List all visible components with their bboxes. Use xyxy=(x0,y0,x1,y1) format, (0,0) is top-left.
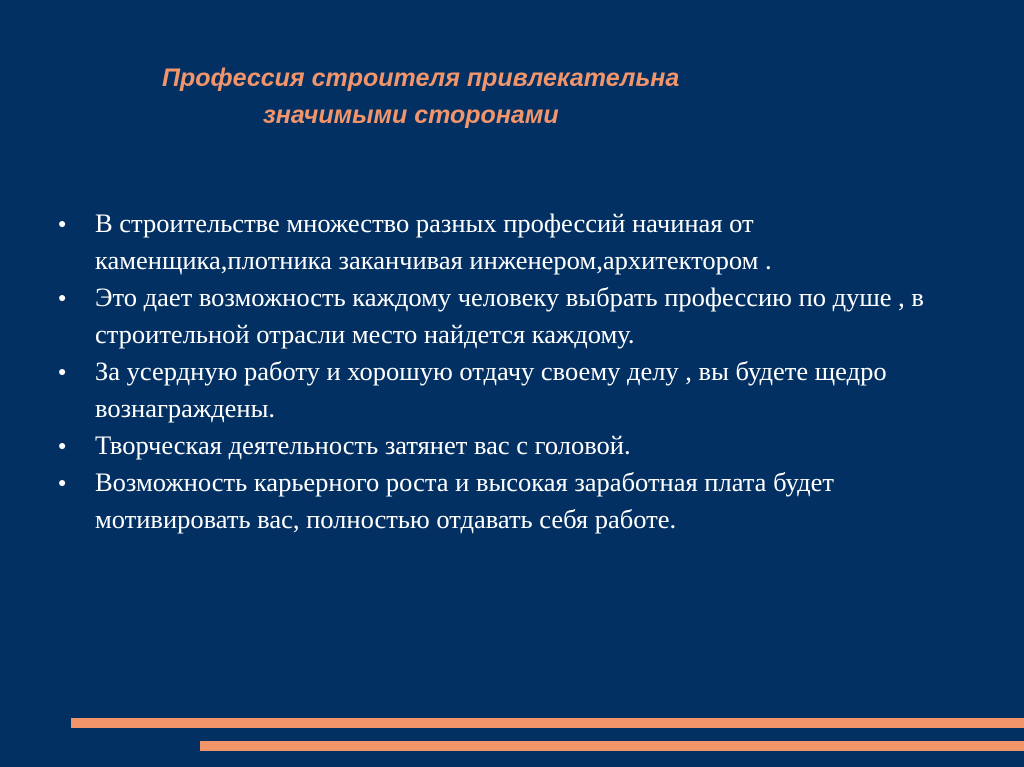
bullet-list xyxy=(58,205,988,538)
bullet-text: В строительстве множество разных профессий начиная от каменщика,плотника заканчивая инженером,архитектором . xyxy=(95,208,772,275)
decorative-rule-bottom xyxy=(200,741,1024,751)
bullet-item xyxy=(58,205,988,279)
bullet-text: Возможность карьерного роста и высокая заработная плата будет мотивировать вас, полностью отдавать себя работе. xyxy=(95,467,834,534)
bullet-dot-icon: ● xyxy=(58,476,67,491)
bullet-item xyxy=(58,353,988,427)
bullet-text: Это дает возможность каждому человеку выбрать профессию по душе , в строительной отрасли место найдется каждому. xyxy=(95,282,924,349)
decorative-rule-top xyxy=(71,718,1024,728)
bullet-dot-icon: ● xyxy=(58,365,67,380)
bullet-item xyxy=(58,427,988,464)
slide-title-line-2: значимыми сторонами xyxy=(263,101,559,129)
bullet-text: За усердную работу и хорошую отдачу своему делу , вы будете щедро вознаграждены. xyxy=(95,356,887,423)
bullet-item xyxy=(58,464,988,538)
bullet-dot-icon: ● xyxy=(58,439,67,454)
slide-title xyxy=(0,60,1024,134)
bullet-text: Творческая деятельность затянет вас с головой. xyxy=(95,430,631,460)
bullet-item xyxy=(58,279,988,353)
slide-title-line-1: Профессия строителя привлекательна xyxy=(162,64,680,92)
bullet-dot-icon: ● xyxy=(58,217,67,232)
bullet-dot-icon: ● xyxy=(58,291,67,306)
